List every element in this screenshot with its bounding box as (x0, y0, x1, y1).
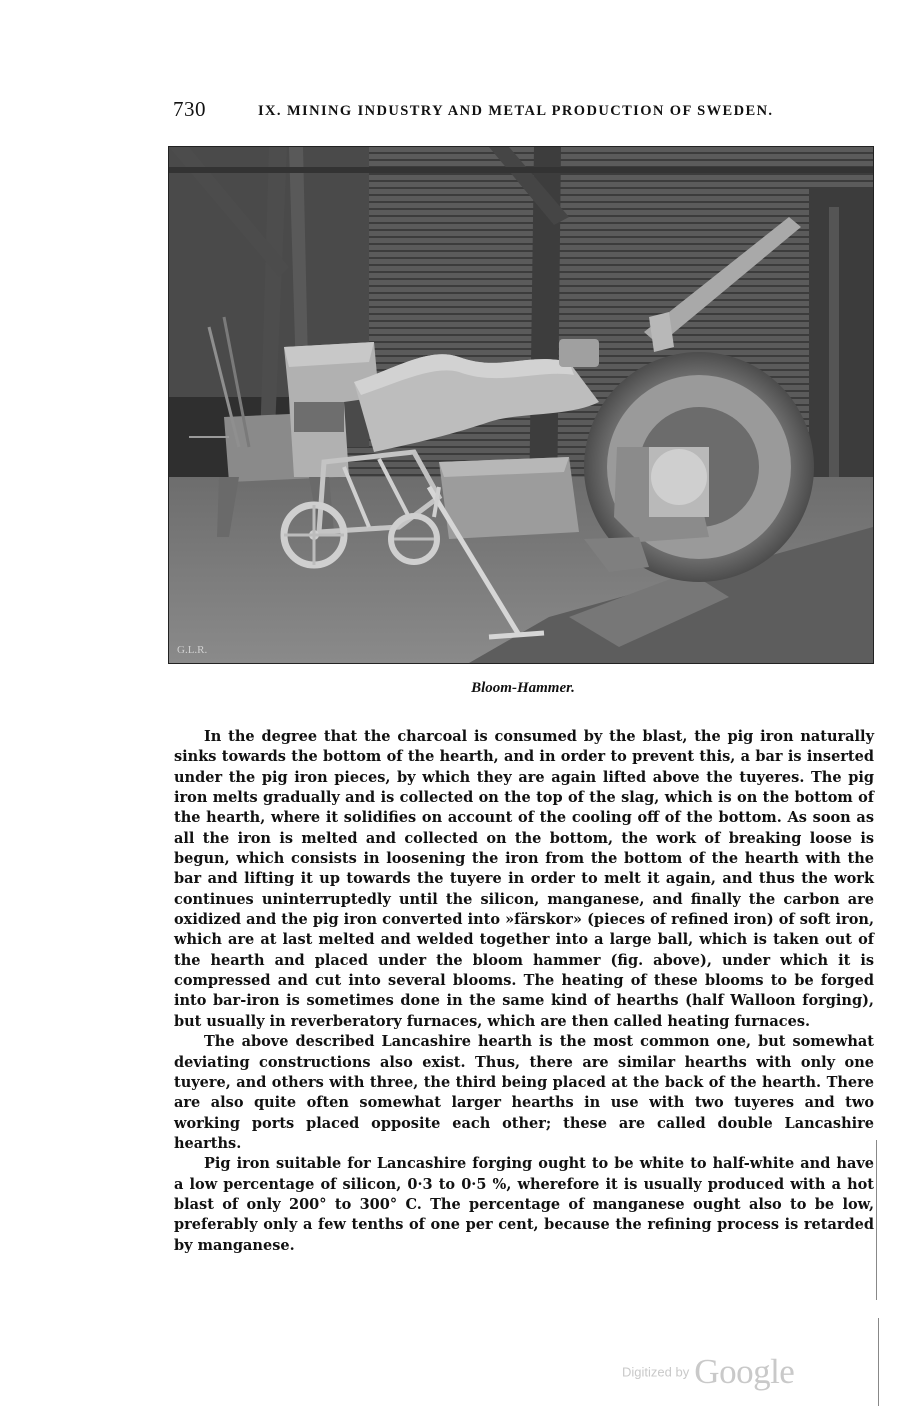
paragraph-1: In the degree that the charcoal is consumed by the blast, the pig iron naturally sinks towards the bottom of the hearth, and in order to prevent this, a bar is inserted under the pig iron pieces, by which they are again lifted above the tuyeres. The pig iron melts gradually and is collected on the top of the slag, which is on the bottom of the hearth, where it solidifies on account of the cooling off of the bottom. As soon as all the iron is melted and collected on the bottom, the work of breaking loose is begun, which consists in loosening the iron from the bottom of the hearth with the bar and lifting it up towards the tuyere in order to melt it again, and thus the work continues uninterruptedly until the silicon, manganese, and finally the carbon are oxidized and the pig iron converted into »färskor» (pieces of refined iron) of soft iron, which are at last melted and welded together into a large ball, which is taken out of the hearth and placed under the bloom hammer (fig. above), under which it is compressed and cut into several blooms. The heating of these blooms to be forged into bar-iron is sometimes done in the same kind of hearths (half Walloon forging), but usually in reverberatory furnaces, which are then called heating furnaces. (174, 728, 874, 1030)
scan-edge-line (876, 1140, 877, 1300)
page-number: 730 (173, 97, 206, 121)
google-logo: Google (694, 1352, 795, 1391)
body-text (174, 727, 874, 1256)
paragraph-3: Pig iron suitable for Lancashire forging ought to be white to half-white and have a low percentage of silicon, 0·3 to 0·5 %, wherefore it is usually produced with a hot blast of only 200° to 300° C. The percentage of manganese ought also to be low, preferably only a few tenths of one per cent, because the refining process is retarded by manganese. (174, 1155, 874, 1254)
watermark-prefix: Digitized by (622, 1364, 690, 1380)
digitized-by-google-watermark (622, 1352, 794, 1392)
engraver-signature: G.L.R. (177, 644, 208, 656)
scan-edge-line-lower (878, 1318, 879, 1406)
running-head: IX. MINING INDUSTRY AND METAL PRODUCTION OF SWEDEN. (258, 103, 774, 119)
figure-caption: Bloom-Hammer. (471, 680, 575, 696)
bloom-hammer-photograph (168, 146, 874, 664)
paragraph-2: The above described Lancashire hearth is the most common one, but somewhat deviating constructions also exist. Thus, there are similar hearths with only one tuyere, and others with three, the third being placed at the back of the hearth. There are also quite often somewhat larger hearths in use with two tuyeres and two working ports placed opposite each other; these are called double Lancashire hearths. (174, 1033, 874, 1152)
